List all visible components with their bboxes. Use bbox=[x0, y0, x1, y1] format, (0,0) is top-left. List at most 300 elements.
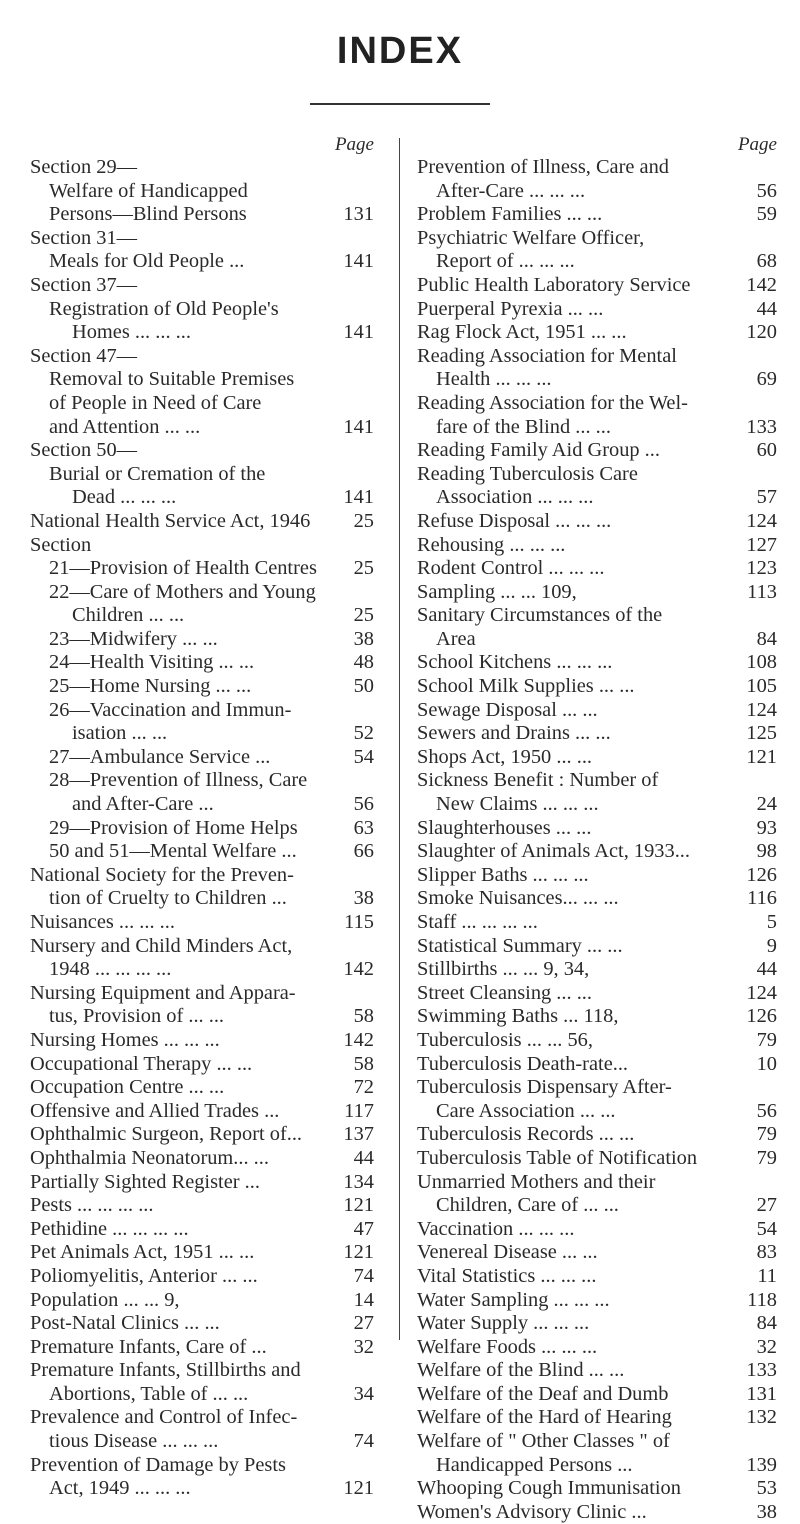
index-entry bbox=[417, 722, 777, 746]
entry-text: 27—Ambulance Service ... bbox=[49, 745, 271, 768]
entry-page-number: 25 bbox=[351, 510, 374, 534]
entry-page-number: 10 bbox=[754, 1053, 777, 1077]
entry-page-number: 38 bbox=[754, 1501, 777, 1524]
entry-page-number: 117 bbox=[341, 1100, 374, 1124]
entry-page-number: 123 bbox=[743, 557, 777, 581]
entry-text: Ophthalmia Neonatorum... ... bbox=[30, 1146, 269, 1169]
entry-text: Puerperal Pyrexia ... ... bbox=[417, 297, 604, 320]
entry-page-number: 116 bbox=[744, 887, 777, 911]
index-entry bbox=[30, 534, 374, 558]
entry-text: Reading Association for the Wel- bbox=[417, 391, 688, 414]
entry-text: Prevention of Illness, Care and bbox=[417, 156, 669, 178]
entry-page-number: 121 bbox=[340, 1241, 374, 1265]
entry-page-number: 133 bbox=[743, 1359, 777, 1383]
index-entry bbox=[30, 1383, 374, 1407]
title-underline bbox=[310, 103, 490, 105]
entry-text: Welfare of " Other Classes " of bbox=[417, 1430, 670, 1453]
index-entry bbox=[30, 746, 374, 770]
entry-text: Nursing Equipment and Appara- bbox=[30, 981, 296, 1004]
index-entry bbox=[30, 1477, 374, 1501]
entry-text: Health ... ... ... bbox=[436, 368, 552, 391]
entry-text: of People in Need of Care bbox=[49, 391, 262, 414]
entry-text: Slaughter of Animals Act, 1933... bbox=[417, 840, 690, 863]
entry-text: Sewage Disposal ... ... bbox=[417, 698, 598, 721]
entry-text: Partially Sighted Register ... bbox=[30, 1170, 260, 1193]
entry-text: Population ... ... 9, bbox=[30, 1288, 180, 1311]
entry-text: Report of ... ... ... bbox=[436, 250, 575, 273]
entry-page-number: 56 bbox=[351, 793, 374, 817]
entry-text: Section 47— bbox=[30, 344, 138, 367]
index-column-right bbox=[417, 134, 777, 1524]
entry-text: Welfare of the Deaf and Dumb bbox=[417, 1382, 669, 1405]
entry-page-number: 79 bbox=[754, 1029, 777, 1053]
index-entry bbox=[417, 1454, 777, 1478]
index-entry bbox=[417, 958, 777, 982]
index-entry bbox=[417, 203, 777, 227]
index-entry bbox=[30, 958, 374, 982]
entry-text: Sampling ... ... 109, bbox=[417, 580, 577, 603]
entry-text: 21—Provision of Health Centres bbox=[49, 557, 317, 580]
entry-page-number: 131 bbox=[743, 1383, 777, 1407]
entry-text: tus, Provision of ... ... bbox=[49, 1005, 225, 1028]
index-entry bbox=[30, 1406, 374, 1430]
index-entry bbox=[417, 581, 777, 605]
entry-text: Section 50— bbox=[30, 439, 138, 462]
entry-text: tious Disease ... ... ... bbox=[49, 1430, 219, 1453]
index-entry bbox=[30, 250, 374, 274]
entry-text: Street Cleansing ... ... bbox=[417, 981, 592, 1004]
entry-text: Venereal Disease ... ... bbox=[417, 1241, 598, 1264]
entry-text: Reading Association for Mental bbox=[417, 344, 677, 367]
index-entry bbox=[30, 156, 374, 180]
entry-text: Tuberculosis Death-rate... bbox=[417, 1052, 629, 1075]
index-entry bbox=[30, 887, 374, 911]
index-entry bbox=[30, 1171, 374, 1195]
entry-text: 23—Midwifery ... ... bbox=[49, 627, 218, 650]
index-entry bbox=[30, 463, 374, 487]
entry-text: Sanitary Circumstances of the bbox=[417, 604, 663, 627]
entry-page-number: 105 bbox=[743, 675, 777, 699]
index-entry bbox=[30, 1289, 374, 1313]
entry-page-number: 48 bbox=[351, 651, 374, 675]
index-entry bbox=[417, 486, 777, 510]
entry-page-number: 118 bbox=[744, 1289, 777, 1313]
entry-text: Swimming Baths ... 118, bbox=[417, 1005, 619, 1028]
index-entry bbox=[30, 274, 374, 298]
entry-text: and After-Care ... bbox=[72, 793, 214, 816]
index-entry bbox=[30, 439, 374, 463]
index-entry bbox=[417, 274, 777, 298]
index-entry bbox=[30, 769, 374, 793]
index-entry bbox=[417, 1406, 777, 1430]
index-entry bbox=[417, 1501, 777, 1524]
entry-text: Unmarried Mothers and their bbox=[417, 1170, 656, 1193]
entry-page-number: 58 bbox=[351, 1005, 374, 1029]
entry-page-number: 32 bbox=[754, 1336, 777, 1360]
index-entry bbox=[30, 722, 374, 746]
entry-text: School Milk Supplies ... ... bbox=[417, 675, 635, 698]
entry-page-number: 141 bbox=[340, 321, 374, 345]
entry-page-number: 125 bbox=[743, 722, 777, 746]
entry-text: Care Association ... ... bbox=[436, 1099, 616, 1122]
index-entry bbox=[417, 1076, 777, 1100]
index-entry bbox=[30, 298, 374, 322]
index-entry bbox=[417, 298, 777, 322]
entry-text: Offensive and Allied Trades ... bbox=[30, 1099, 280, 1122]
entry-page-number: 127 bbox=[743, 534, 777, 558]
index-entry bbox=[30, 557, 374, 581]
entry-text: Smoke Nuisances... ... ... bbox=[417, 887, 619, 910]
entry-text: Shops Act, 1950 ... ... bbox=[417, 745, 593, 768]
index-entry bbox=[30, 1123, 374, 1147]
index-entry bbox=[417, 769, 777, 793]
index-entry bbox=[417, 911, 777, 935]
index-entry bbox=[417, 368, 777, 392]
index-entry bbox=[30, 1454, 374, 1478]
entry-page-number: 72 bbox=[351, 1076, 374, 1100]
entry-page-number: 126 bbox=[743, 1005, 777, 1029]
index-column-left bbox=[30, 134, 374, 1501]
index-entry bbox=[30, 486, 374, 510]
index-entry bbox=[30, 1029, 374, 1053]
entry-page-number: 27 bbox=[351, 1312, 374, 1336]
index-entry bbox=[30, 1147, 374, 1171]
index-entry bbox=[30, 392, 374, 416]
entry-page-number: 132 bbox=[743, 1406, 777, 1430]
index-entry bbox=[417, 887, 777, 911]
entry-text: Stillbirths ... ... 9, 34, bbox=[417, 958, 590, 981]
index-entries bbox=[417, 156, 777, 1524]
entry-page-number: 66 bbox=[351, 840, 374, 864]
index-entry bbox=[417, 416, 777, 440]
index-entry bbox=[417, 604, 777, 628]
index-entry bbox=[417, 628, 777, 652]
entry-text: Welfare Foods ... ... ... bbox=[417, 1335, 598, 1358]
index-entry bbox=[30, 1359, 374, 1383]
entry-page-number: 38 bbox=[351, 887, 374, 911]
index-entry bbox=[30, 203, 374, 227]
entry-text: Registration of Old People's bbox=[49, 297, 279, 320]
index-entry bbox=[30, 368, 374, 392]
index-entry bbox=[417, 1171, 777, 1195]
entry-page-number: 59 bbox=[754, 203, 777, 227]
index-entry bbox=[417, 746, 777, 770]
index-entry bbox=[417, 817, 777, 841]
entry-text: Water Sampling ... ... ... bbox=[417, 1288, 610, 1311]
entry-text: 22—Care of Mothers and Young bbox=[49, 580, 316, 603]
entry-text: Removal to Suitable Premises bbox=[49, 368, 295, 391]
entry-text: Post-Natal Clinics ... ... bbox=[30, 1312, 220, 1335]
entry-text: Rehousing ... ... ... bbox=[417, 533, 566, 556]
entry-page-number: 9 bbox=[764, 935, 777, 959]
index-entry bbox=[30, 604, 374, 628]
entry-text: Section 29— bbox=[30, 156, 138, 178]
entry-text: Children, Care of ... ... bbox=[436, 1194, 619, 1217]
entry-text: 50 and 51—Mental Welfare ... bbox=[49, 840, 297, 863]
entry-text: Pests ... ... ... ... bbox=[30, 1194, 154, 1217]
index-entries bbox=[30, 156, 374, 1501]
entry-text: Nuisances ... ... ... bbox=[30, 911, 175, 933]
entry-text: Welfare of Handicapped bbox=[49, 179, 248, 202]
entry-page-number: 142 bbox=[340, 958, 374, 982]
entry-text: Reading Family Aid Group ... bbox=[417, 439, 660, 462]
index-entry bbox=[417, 935, 777, 959]
entry-text: Tuberculosis Table of Notification bbox=[417, 1146, 698, 1169]
entry-page-number: 142 bbox=[340, 1029, 374, 1053]
entry-text: 24—Health Visiting ... ... bbox=[49, 651, 255, 674]
entry-page-number: 11 bbox=[754, 1265, 777, 1289]
index-entry bbox=[30, 675, 374, 699]
entry-page-number: 83 bbox=[754, 1241, 777, 1265]
entry-text: and Attention ... ... bbox=[49, 415, 201, 438]
entry-page-number: 56 bbox=[754, 180, 777, 204]
index-entry bbox=[417, 557, 777, 581]
entry-page-number: 142 bbox=[743, 274, 777, 298]
entry-page-number: 141 bbox=[340, 486, 374, 510]
entry-text: Section 31— bbox=[30, 226, 138, 249]
entry-text: Pethidine ... ... ... ... bbox=[30, 1217, 189, 1240]
entry-text: Vaccination ... ... ... bbox=[417, 1217, 575, 1240]
index-entry bbox=[417, 675, 777, 699]
entry-text: Persons—Blind Persons bbox=[49, 203, 247, 226]
index-entry bbox=[417, 1289, 777, 1313]
index-entry bbox=[417, 864, 777, 888]
index-entry bbox=[30, 840, 374, 864]
entry-text: Sickness Benefit : Number of bbox=[417, 769, 659, 792]
index-entry bbox=[30, 345, 374, 369]
entry-text: Children ... ... bbox=[72, 604, 185, 627]
entry-page-number: 121 bbox=[340, 1194, 374, 1218]
entry-text: Act, 1949 ... ... ... bbox=[49, 1477, 191, 1500]
entry-text: Association ... ... ... bbox=[436, 486, 594, 509]
entry-text: Premature Infants, Stillbirths and bbox=[30, 1359, 301, 1382]
entry-text: Tuberculosis ... ... 56, bbox=[417, 1028, 593, 1051]
index-entry bbox=[30, 180, 374, 204]
index-entry bbox=[30, 1194, 374, 1218]
entry-text: Welfare of the Hard of Hearing bbox=[417, 1406, 672, 1429]
entry-page-number: 60 bbox=[754, 439, 777, 463]
index-entry bbox=[30, 1005, 374, 1029]
entry-page-number: 98 bbox=[754, 840, 777, 864]
entry-text: 28—Prevention of Illness, Care bbox=[49, 769, 308, 792]
entry-text: 1948 ... ... ... ... bbox=[49, 958, 172, 981]
index-entry bbox=[417, 321, 777, 345]
entry-page-number: 34 bbox=[351, 1383, 374, 1407]
index-entry bbox=[30, 227, 374, 251]
index-entry bbox=[30, 510, 374, 534]
entry-text: Meals for Old People ... bbox=[49, 250, 245, 273]
index-entry bbox=[30, 1100, 374, 1124]
entry-text: Reading Tuberculosis Care bbox=[417, 462, 638, 485]
entry-text: Prevention of Damage by Pests bbox=[30, 1453, 286, 1476]
index-entry bbox=[30, 911, 374, 935]
entry-text: Welfare of the Blind ... ... bbox=[417, 1359, 625, 1382]
entry-page-number: 25 bbox=[351, 604, 374, 628]
entry-text: School Kitchens ... ... ... bbox=[417, 651, 613, 674]
entry-text: Rag Flock Act, 1951 ... ... bbox=[417, 321, 627, 344]
entry-page-number: 141 bbox=[340, 416, 374, 440]
index-entry bbox=[417, 345, 777, 369]
entry-page-number: 79 bbox=[754, 1147, 777, 1171]
index-entry bbox=[417, 1312, 777, 1336]
entry-text: Nursery and Child Minders Act, bbox=[30, 934, 293, 957]
entry-text: Slaughterhouses ... ... bbox=[417, 816, 592, 839]
entry-page-number: 52 bbox=[351, 722, 374, 746]
entry-text: New Claims ... ... ... bbox=[436, 793, 599, 816]
entry-page-number: 63 bbox=[351, 817, 374, 841]
entry-text: After-Care ... ... ... bbox=[436, 179, 586, 202]
entry-text: Area bbox=[436, 627, 476, 650]
entry-text: Poliomyelitis, Anterior ... ... bbox=[30, 1264, 258, 1287]
page-column-header: Page bbox=[737, 134, 777, 155]
entry-text: Abortions, Table of ... ... bbox=[49, 1382, 249, 1405]
entry-page-number: 121 bbox=[340, 1477, 374, 1501]
entry-text: Handicapped Persons ... bbox=[436, 1453, 633, 1476]
entry-text: Dead ... ... ... bbox=[72, 486, 177, 509]
index-entry bbox=[417, 1218, 777, 1242]
entry-text: Sewers and Drains ... ... bbox=[417, 722, 611, 745]
entry-page-number: 126 bbox=[743, 864, 777, 888]
index-entry bbox=[417, 1029, 777, 1053]
index-entry bbox=[30, 1430, 374, 1454]
entry-page-number: 57 bbox=[754, 486, 777, 510]
entry-page-number: 32 bbox=[351, 1336, 374, 1360]
entry-page-number: 24 bbox=[754, 793, 777, 817]
entry-text: National Health Service Act, 1946 bbox=[30, 509, 311, 532]
entry-text: Section bbox=[30, 533, 92, 556]
index-entry bbox=[30, 1076, 374, 1100]
index-entry bbox=[417, 392, 777, 416]
entry-page-number: 115 bbox=[341, 911, 374, 935]
index-entry bbox=[30, 651, 374, 675]
entry-text: Problem Families ... ... bbox=[417, 203, 603, 226]
entry-text: Women's Advisory Clinic ... bbox=[417, 1500, 647, 1523]
entry-page-number: 5 bbox=[764, 911, 777, 935]
entry-page-number: 84 bbox=[754, 1312, 777, 1336]
index-entry bbox=[417, 1100, 777, 1124]
index-entry bbox=[417, 840, 777, 864]
entry-text: Refuse Disposal ... ... ... bbox=[417, 509, 612, 532]
index-entry bbox=[30, 321, 374, 345]
index-entry bbox=[417, 651, 777, 675]
entry-page-number: 137 bbox=[340, 1123, 374, 1147]
index-entry bbox=[30, 1265, 374, 1289]
index-entry bbox=[417, 1383, 777, 1407]
index-entry bbox=[30, 581, 374, 605]
entry-text: Slipper Baths ... ... ... bbox=[417, 863, 589, 886]
index-entry bbox=[417, 1265, 777, 1289]
entry-page-number: 44 bbox=[351, 1147, 374, 1171]
entry-page-number: 58 bbox=[351, 1053, 374, 1077]
index-entry bbox=[417, 180, 777, 204]
index-entry bbox=[417, 439, 777, 463]
entry-text: Vital Statistics ... ... ... bbox=[417, 1264, 597, 1287]
index-entry bbox=[30, 864, 374, 888]
entry-page-number: 56 bbox=[754, 1100, 777, 1124]
entry-text: Public Health Laboratory Service bbox=[417, 273, 691, 296]
entry-page-number: 79 bbox=[754, 1123, 777, 1147]
index-entry bbox=[30, 1241, 374, 1265]
entry-text: Tuberculosis Records ... ... bbox=[417, 1123, 635, 1146]
entry-page-number: 74 bbox=[351, 1430, 374, 1454]
index-entry bbox=[417, 699, 777, 723]
entry-text: Prevalence and Control of Infec- bbox=[30, 1406, 298, 1429]
index-entry bbox=[417, 1430, 777, 1454]
entry-page-number: 139 bbox=[743, 1454, 777, 1478]
entry-page-number: 54 bbox=[351, 746, 374, 770]
entry-page-number: 44 bbox=[754, 298, 777, 322]
entry-text: Burial or Cremation of the bbox=[49, 462, 266, 485]
entry-page-number: 124 bbox=[743, 982, 777, 1006]
entry-text: 26—Vaccination and Immun- bbox=[49, 698, 292, 721]
entry-text: tion of Cruelty to Children ... bbox=[49, 887, 287, 910]
entry-page-number: 121 bbox=[743, 746, 777, 770]
index-entry bbox=[30, 935, 374, 959]
index-entry bbox=[417, 510, 777, 534]
index-entry bbox=[417, 1194, 777, 1218]
index-entry bbox=[30, 793, 374, 817]
entry-page-number: 93 bbox=[754, 817, 777, 841]
entry-text: Water Supply ... ... ... bbox=[417, 1312, 590, 1335]
index-entry bbox=[417, 156, 777, 180]
entry-page-number: 69 bbox=[754, 368, 777, 392]
entry-text: Staff ... ... ... ... bbox=[417, 911, 538, 933]
entry-text: Occupational Therapy ... ... bbox=[30, 1052, 253, 1075]
index-entry bbox=[417, 793, 777, 817]
entry-text: 29—Provision of Home Helps bbox=[49, 816, 298, 839]
entry-text: isation ... ... bbox=[72, 722, 168, 745]
index-entry bbox=[30, 1218, 374, 1242]
index-entry bbox=[30, 817, 374, 841]
index-entry bbox=[417, 1336, 777, 1360]
entry-page-number: 54 bbox=[754, 1218, 777, 1242]
index-entry bbox=[417, 1477, 777, 1501]
index-entry bbox=[417, 227, 777, 251]
column-divider bbox=[399, 138, 400, 1340]
entry-text: Section 37— bbox=[30, 273, 138, 296]
entry-text: 25—Home Nursing ... ... bbox=[49, 675, 252, 698]
entry-page-number: 38 bbox=[351, 628, 374, 652]
index-entry bbox=[417, 1147, 777, 1171]
index-entry bbox=[417, 1123, 777, 1147]
entry-text: Premature Infants, Care of ... bbox=[30, 1335, 267, 1358]
entry-text: Homes ... ... ... bbox=[72, 321, 191, 344]
entry-text: National Society for the Preven- bbox=[30, 863, 294, 886]
entry-page-number: 141 bbox=[340, 250, 374, 274]
index-entry bbox=[417, 1241, 777, 1265]
index-entry bbox=[30, 982, 374, 1006]
index-entry bbox=[417, 982, 777, 1006]
entry-page-number: 44 bbox=[754, 958, 777, 982]
entry-page-number: 108 bbox=[743, 651, 777, 675]
entry-page-number: 47 bbox=[351, 1218, 374, 1242]
entry-text: Occupation Centre ... ... bbox=[30, 1076, 225, 1099]
index-entry bbox=[30, 1336, 374, 1360]
entry-page-number: 133 bbox=[743, 416, 777, 440]
entry-page-number: 124 bbox=[743, 699, 777, 723]
index-entry bbox=[417, 463, 777, 487]
entry-page-number: 131 bbox=[340, 203, 374, 227]
entry-text: fare of the Blind ... ... bbox=[436, 415, 611, 438]
entry-page-number: 120 bbox=[743, 321, 777, 345]
entry-text: Psychiatric Welfare Officer, bbox=[417, 226, 645, 249]
entry-text: Whooping Cough Immunisation bbox=[417, 1477, 681, 1500]
index-entry bbox=[417, 534, 777, 558]
index-entry bbox=[417, 1053, 777, 1077]
entry-text: Nursing Homes ... ... ... bbox=[30, 1028, 220, 1051]
entry-page-number: 25 bbox=[351, 557, 374, 581]
index-entry bbox=[417, 250, 777, 274]
